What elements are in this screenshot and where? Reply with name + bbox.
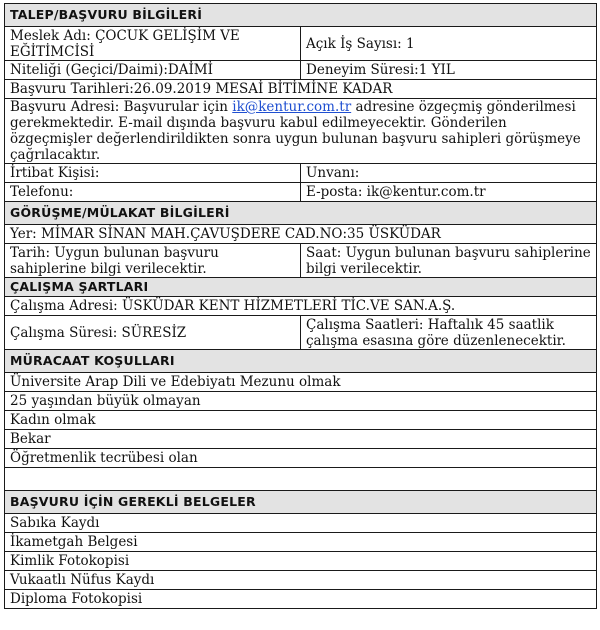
basvuru-email-link[interactable]: ik@kentur.com.tr [232, 99, 352, 115]
list-item: 25 yaşından büyük olmayan [5, 392, 597, 411]
basvuru-adresi-suffix: adresine özgeçmiş gönderilmesi gerekmektedir. E-mail dışında başvuru kabul edilmeyecektir. Gönderilen özgeçmişler değerlendirildikten sonra uygun bulunan başvuru sahipleri görüşmeye çağrılacaktır. [10, 99, 581, 163]
calisma-adresi: Çalışma Adresi: ÜSKÜDAR KENT HİZMETLERİ TİC.VE SAN.A.Ş. [5, 297, 597, 316]
basvuru-tarihleri: Başvuru Tarihleri:26.09.2019 MESAİ BİTİMİNE KADAR [5, 80, 597, 99]
section-header-talep: TALEP/BAŞVURU BİLGİLERİ [5, 4, 597, 27]
gorusme-saat: Saat: Uygun bulunan başvuru sahiplerine bilgi verilecektir. [301, 244, 597, 278]
list-item: Kimlik Fotokopisi [5, 552, 597, 571]
list-item: Kadın olmak [5, 411, 597, 430]
job-posting-table [4, 3, 597, 609]
meslek-adi: Meslek Adı: ÇOCUK GELİŞİM VE EĞİTİMCİSİ [5, 27, 301, 61]
gorusme-tarih: Tarih: Uygun bulunan başvuru sahiplerine bilgi verilecektir. [5, 244, 301, 278]
list-item: Vukaatlı Nüfus Kaydı [5, 571, 597, 590]
list-item: Üniversite Arap Dili ve Edebiyatı Mezunu olmak [5, 373, 597, 392]
list-item: İkametgah Belgesi [5, 533, 597, 552]
list-item: Sabıka Kaydı [5, 514, 597, 533]
job-posting-sheet [4, 3, 596, 609]
eposta: E-posta: ik@kentur.com.tr [301, 183, 597, 202]
basvuru-adresi [5, 99, 597, 164]
empty-row [5, 468, 597, 491]
section-header-gorusme: GÖRÜŞME/MÜLAKAT BİLGİLERİ [5, 202, 597, 225]
gorusme-yer: Yer: MİMAR SİNAN MAH.ÇAVUŞDERE CAD.NO:35 ÜSKÜDAR [5, 225, 597, 244]
list-item: Öğretmenlik tecrübesi olan [5, 449, 597, 468]
calisma-suresi: Çalışma Süresi: SÜRESİZ [5, 316, 301, 350]
basvuru-adresi-prefix: Başvuru Adresi: Başvurular için [10, 99, 233, 115]
telefonu: Telefonu: [5, 183, 301, 202]
section-header-belgeler: BAŞVURU İÇİN GEREKLİ BELGELER [5, 491, 597, 514]
section-header-calisma: ÇALIŞMA ŞARTLARI [5, 278, 597, 297]
unvani: Unvanı: [301, 164, 597, 183]
calisma-saatleri: Çalışma Saatleri: Haftalık 45 saatlik çalışma esasına göre düzenlenecektir. [301, 316, 597, 350]
irtibat-kisisi: İrtibat Kişisi: [5, 164, 301, 183]
section-header-muracaat: MÜRACAAT KOŞULLARI [5, 350, 597, 373]
deneyim-suresi: Deneyim Süresi:1 YIL [301, 61, 597, 80]
niteligi: Niteliği (Geçici/Daimi):DAİMİ [5, 61, 301, 80]
list-item: Diploma Fotokopisi [5, 590, 597, 609]
list-item: Bekar [5, 430, 597, 449]
acik-is-sayisi: Açık İş Sayısı: 1 [301, 27, 597, 61]
